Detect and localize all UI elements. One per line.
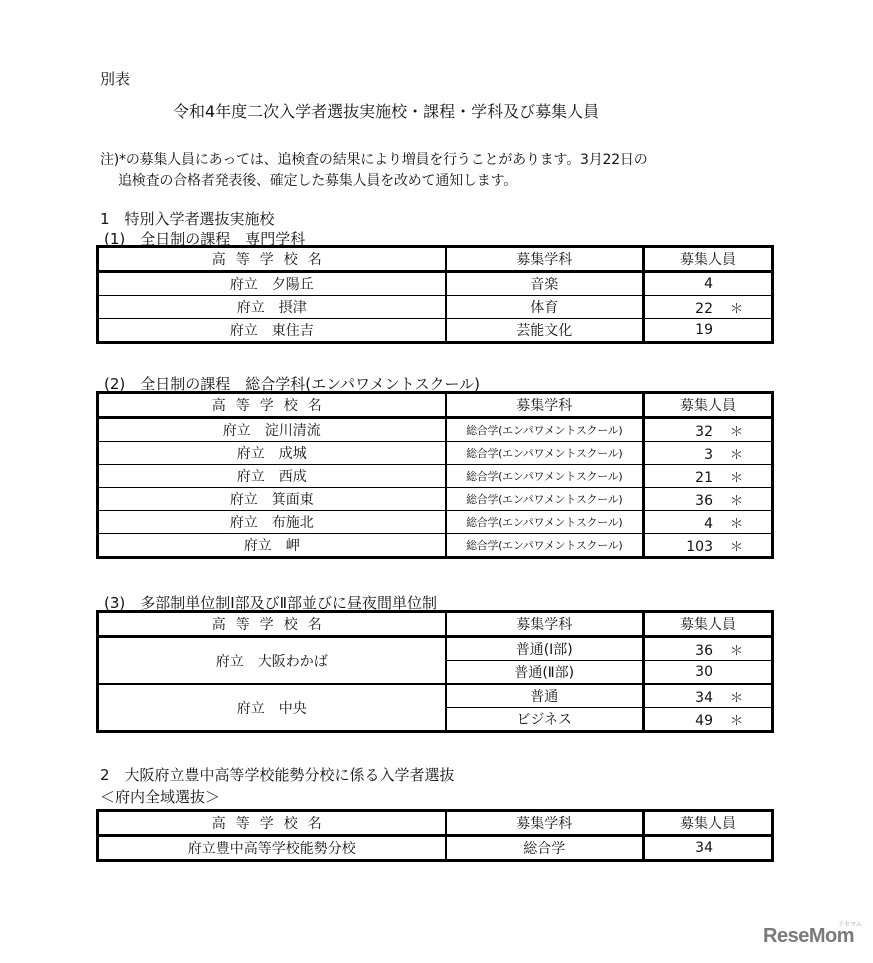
- capacity: 103: [686, 538, 713, 555]
- header-department: 募集学科: [446, 393, 644, 418]
- department: 総合学(エンパワメントスクール): [446, 442, 644, 465]
- capacity-cell: [644, 442, 773, 465]
- header-school: 高等学校名: [98, 811, 446, 836]
- capacity: 34: [695, 840, 713, 856]
- department: 体育: [446, 296, 644, 319]
- department: 総合学(エンパワメントスクール): [446, 488, 644, 511]
- capacity-cell: [644, 661, 773, 685]
- additional-mark: ＊: [729, 539, 743, 555]
- table-nose-branch: [96, 809, 774, 862]
- header-department: 募集学科: [446, 247, 644, 272]
- table-row: [98, 418, 773, 442]
- resemom-logo-kana: リセマム: [838, 921, 862, 928]
- additional-mark: ＊: [729, 301, 743, 317]
- department: 総合学(エンパワメントスクール): [446, 511, 644, 534]
- department: 総合学(エンパワメントスクール): [446, 534, 644, 558]
- table-specialized-courses: [96, 245, 774, 344]
- header-school: 高等学校名: [98, 393, 446, 418]
- school-name: 府立 岬: [98, 534, 446, 558]
- department: 芸能文化: [446, 319, 644, 343]
- additional-mark: ＊: [729, 690, 743, 706]
- table-row: [98, 836, 773, 861]
- school-name: 府立 淀川清流: [98, 418, 446, 442]
- resemom-logo: ReseMom: [763, 925, 854, 947]
- additional-mark: ＊: [729, 713, 743, 729]
- section-1-2-heading: (2) 全日制の課程 総合学科(エンパワメントスクール): [104, 375, 481, 393]
- capacity: 3: [704, 446, 713, 463]
- capacity-cell: [644, 319, 773, 343]
- department: 音楽: [446, 272, 644, 296]
- table-row: [98, 488, 773, 511]
- header-capacity: 募集人員: [644, 247, 773, 272]
- capacity: 49: [695, 712, 713, 729]
- school-name: 府立 西成: [98, 465, 446, 488]
- capacity: 36: [695, 492, 713, 509]
- school-name: 府立 摂津: [98, 296, 446, 319]
- department: 普通(Ⅱ部): [446, 661, 644, 685]
- header-school: 高等学校名: [98, 612, 446, 637]
- capacity-cell: [644, 418, 773, 442]
- section-2-heading: 2 大阪府立豊中高等学校能勢分校に係る入学者選抜: [100, 766, 455, 784]
- header-capacity: 募集人員: [644, 393, 773, 418]
- capacity-cell: [644, 296, 773, 319]
- school-name: 府立 中央: [98, 684, 446, 732]
- additional-mark: ＊: [729, 470, 743, 486]
- department: ビジネス: [446, 708, 644, 732]
- additional-mark: ＊: [729, 516, 743, 532]
- table-row: [98, 511, 773, 534]
- department: 総合学(エンパワメントスクール): [446, 418, 644, 442]
- note-line-1: 注)*の募集人員にあっては、追検査の結果により増員を行うことがあります。3月22日の: [100, 152, 648, 168]
- capacity-cell: [644, 637, 773, 661]
- table-row: [98, 465, 773, 488]
- table-row: [98, 442, 773, 465]
- capacity-cell: [644, 511, 773, 534]
- header-department: 募集学科: [446, 612, 644, 637]
- header-capacity: 募集人員: [644, 612, 773, 637]
- capacity-cell: [644, 488, 773, 511]
- section-1-1-heading: (1) 全日制の課程 専門学科: [104, 230, 306, 248]
- table-header-row: [98, 393, 773, 418]
- school-name: 府立豊中高等学校能勢分校: [98, 836, 446, 861]
- section-1-3-heading: (3) 多部制単位制Ⅰ部及びⅡ部並びに昼夜間単位制: [104, 594, 438, 612]
- school-name: 府立 大阪わかば: [98, 637, 446, 685]
- section-1-heading: 1 特別入学者選抜実施校: [100, 210, 275, 228]
- capacity-cell: [644, 465, 773, 488]
- capacity-cell: [644, 272, 773, 296]
- school-name: 府立 箕面東: [98, 488, 446, 511]
- capacity: 30: [695, 664, 713, 680]
- department: 総合学: [446, 836, 644, 861]
- capacity: 21: [695, 469, 713, 486]
- table-row: [98, 319, 773, 343]
- table-row: [98, 272, 773, 296]
- capacity: 4: [704, 515, 713, 532]
- header-capacity: 募集人員: [644, 811, 773, 836]
- school-name: 府立 布施北: [98, 511, 446, 534]
- table-row: [98, 637, 773, 661]
- additional-mark: ＊: [729, 493, 743, 509]
- note-line-2: 追検査の合格者発表後、確定した募集人員を改めて通知します。: [118, 173, 518, 189]
- capacity-cell: [644, 836, 773, 861]
- table-multi-part-system: [96, 610, 774, 733]
- table-row: [98, 296, 773, 319]
- capacity: 32: [695, 423, 713, 440]
- capacity-cell: [644, 708, 773, 732]
- section-2-sub-heading: ＜府内全域選抜＞: [100, 788, 221, 806]
- capacity: 19: [695, 322, 713, 338]
- school-name: 府立 夕陽丘: [98, 272, 446, 296]
- school-name: 府立 成城: [98, 442, 446, 465]
- table-row: [98, 684, 773, 708]
- capacity: 36: [695, 642, 713, 659]
- school-name: 府立 東住吉: [98, 319, 446, 343]
- additional-mark: ＊: [729, 447, 743, 463]
- additional-mark: ＊: [729, 424, 743, 440]
- document-label: 別表: [100, 70, 131, 88]
- additional-mark: ＊: [729, 643, 743, 659]
- department: 総合学(エンパワメントスクール): [446, 465, 644, 488]
- capacity: 22: [695, 300, 713, 317]
- document-title: 令和4年度二次入学者選抜実施校・課程・学科及び募集人員: [173, 102, 600, 121]
- capacity: 34: [695, 689, 713, 706]
- capacity-cell: [644, 534, 773, 558]
- table-row: [98, 534, 773, 558]
- table-empowerment-school: [96, 391, 774, 559]
- table-header-row: [98, 247, 773, 272]
- table-header-row: [98, 612, 773, 637]
- department: 普通: [446, 684, 644, 708]
- capacity: 4: [704, 276, 713, 292]
- header-school: 高等学校名: [98, 247, 446, 272]
- header-department: 募集学科: [446, 811, 644, 836]
- table-header-row: [98, 811, 773, 836]
- capacity-cell: [644, 684, 773, 708]
- department: 普通(Ⅰ部): [446, 637, 644, 661]
